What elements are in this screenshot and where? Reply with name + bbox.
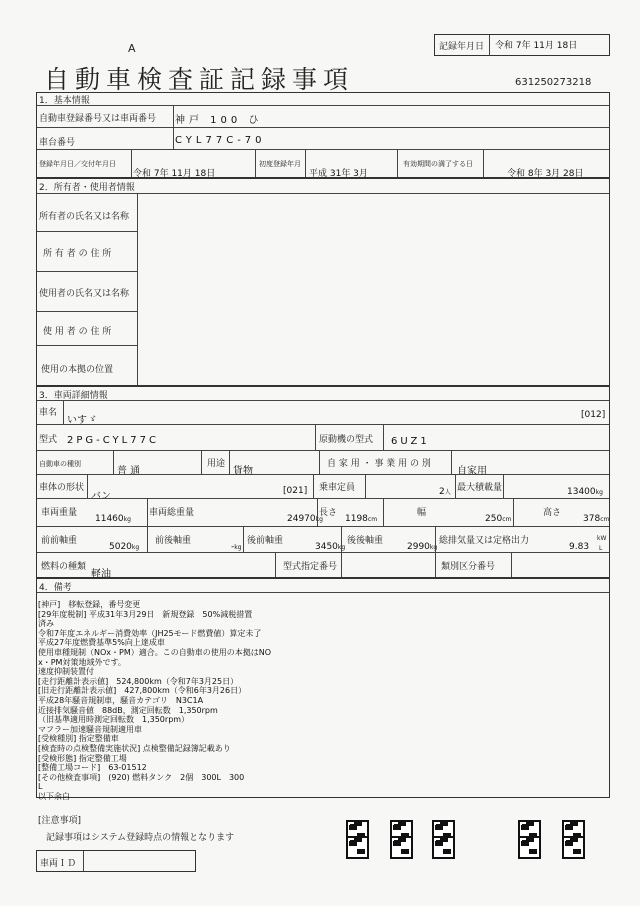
displacement-unit-kw: kW (597, 535, 607, 542)
rear-rear-unit: kg (429, 544, 438, 551)
page-title: 自動車検査証記録事項 (44, 65, 355, 94)
front-rear-value (231, 542, 242, 552)
weight-value (95, 514, 131, 524)
displacement-unit-l: L (599, 545, 603, 552)
owner-address-label: 所 有 者 の 住 所 (43, 249, 112, 259)
rear-rear-value (407, 542, 437, 552)
weight-number: 11460 (95, 514, 124, 524)
capacity-unit: 人 (444, 489, 451, 496)
reg-no-value: 神戸 100 ひ (175, 115, 263, 126)
kind-value: 普 通 (117, 466, 141, 477)
make-label: 車名 (39, 408, 58, 418)
qr-code (390, 836, 413, 859)
engine-label: 原動機の型式 (319, 435, 374, 445)
gross-unit: kg (315, 516, 323, 523)
remarks-line: [検査時の点検整備実施状況] 点検整備記録簿記載あり (38, 743, 231, 753)
rear-front-label: 後前軸重 (247, 536, 284, 546)
remarks-line: 以下余白 (38, 791, 70, 801)
vehicle-id-box (36, 850, 196, 872)
notice-text: 記録事項はシステム登録時点の情報となります (46, 833, 235, 843)
class-no-label: 類別区分番号 (441, 562, 496, 572)
body-code: [021] (283, 486, 308, 496)
height-value (583, 514, 609, 524)
remarks-line: 平成27年度燃費基準5%向上達成車 (38, 638, 165, 648)
make-value: いすゞ (67, 415, 97, 426)
engine-value: 6UZ1 (391, 436, 430, 447)
basic-info-section (36, 92, 610, 178)
chassis-label: 車台番号 (39, 138, 76, 148)
remarks-line: マフラー加速騒音規制適用車 (38, 724, 142, 734)
qr-code (562, 836, 585, 859)
qr-code (346, 836, 369, 859)
notice-heading: [注意事項] (38, 816, 82, 826)
height-unit: cm (600, 516, 610, 523)
length-unit: cm (367, 516, 378, 523)
section-heading-owner: 2．所有者・使用者情報 (39, 183, 135, 193)
load-number: 13400 (567, 487, 596, 497)
front-rear-unit: kg (234, 544, 242, 551)
kind-label: 自動車の種別 (39, 460, 81, 468)
displacement-label: 総排気量又は定格出力 (439, 536, 530, 546)
front-front-unit: kg (131, 544, 140, 551)
expiry-label: 有効期間の満了する日 (403, 160, 473, 168)
width-value (485, 514, 511, 524)
remarks-line: [受検形態] 指定整備工場 (38, 753, 127, 763)
make-code: [012] (581, 410, 606, 420)
fuel-label: 燃料の種類 (41, 562, 87, 572)
remarks-line: [その他検査事項] (920) 燃料タンク 2個 300L 300 (38, 772, 245, 782)
issue-date-label: 登録年月日／交付年月日 (39, 160, 116, 168)
record-date-box (434, 34, 610, 56)
use-label: 用途 (207, 459, 226, 469)
remarks-line: 平成28年騒音規制車，騒音カテゴリ N3C1A (38, 695, 204, 705)
front-front-number: 5020 (109, 542, 132, 552)
fuel-value: 軽油 (91, 569, 111, 580)
remarks-line: [整備工場コード] 63-01512 (38, 763, 147, 773)
corner-marker: A (128, 42, 136, 55)
remarks-line: [旧走行距離計表示値] 427,800km（令和6年3月26日） (38, 686, 247, 696)
private-label: 自 家 用 ・ 事 業 用 の 別 (327, 459, 431, 469)
qr-code (432, 836, 455, 859)
front-front-value (109, 542, 139, 552)
front-rear-number: - (231, 542, 235, 552)
remarks-line: [走行距離計表示値] 524,800km（令和7年3月25日） (38, 676, 239, 686)
remarks-line: 令和7年度エネルギー消費効率（JH25モード燃費値）算定未了 (38, 628, 262, 638)
width-number: 250 (485, 514, 503, 524)
length-label: 長さ (319, 508, 338, 518)
width-label: 幅 (417, 508, 427, 518)
body-label: 車体の形状 (39, 483, 85, 493)
length-value (345, 514, 377, 524)
qr-code (518, 836, 541, 859)
load-value (567, 487, 603, 497)
owner-name-label: 所有者の氏名又は名称 (39, 212, 130, 222)
remarks-line: 近接排気騒音値 88dB，測定回転数 1,350rpm (38, 705, 218, 715)
front-front-label: 前前軸重 (41, 536, 78, 546)
reg-no-label: 自動車登録番号又は車両番号 (39, 114, 157, 124)
model-label: 型式 (39, 435, 58, 445)
load-unit: kg (595, 489, 603, 496)
length-number: 1198 (345, 514, 368, 524)
rear-front-number: 3450 (315, 542, 338, 552)
remarks-text (38, 600, 271, 801)
gross-label: 車両総重量 (149, 508, 195, 518)
issue-date-value: 令和 7年 11月 18日 (133, 169, 216, 179)
remarks-line: [29年度税制] 平成31年3月29日 新規登録 50%減税措置 (38, 609, 253, 619)
chassis-value: CYL77C-70 (175, 135, 266, 146)
height-number: 378 (583, 514, 601, 524)
weight-label: 車両重量 (41, 508, 78, 518)
remarks-line: [受検種別] 指定整備車 (38, 734, 119, 744)
section-heading-vehicle: 3．車両詳細情報 (39, 391, 108, 401)
remarks-line: L (38, 782, 43, 792)
capacity-label: 乗車定員 (319, 483, 356, 493)
remarks-line: x・PM対策地域外です。 (38, 657, 126, 667)
user-address-label: 使 用 者 の 住 所 (43, 327, 112, 337)
expiry-value: 令和 8年 3月 28日 (507, 169, 584, 179)
document-number: 631250273218 (515, 77, 592, 88)
remarks-line: 済み (38, 619, 54, 629)
rear-rear-number: 2990 (407, 542, 430, 552)
capacity-number: 2 (439, 487, 445, 497)
displacement-value: 9.83 (569, 542, 590, 552)
remarks-line: 速度抑制装置付 (38, 667, 94, 677)
base-location-label: 使用の本拠の位置 (41, 365, 114, 375)
use-value: 貨物 (233, 466, 253, 477)
rear-rear-label: 後後軸重 (347, 536, 384, 546)
vehicle-detail-section (36, 386, 610, 578)
record-date-label: 記録年月日 (439, 42, 485, 52)
remarks-line: [神戸] 移転登録，番号変更 (38, 600, 141, 609)
remarks-line: 使用車種規制（NOx・PM）適合。この自動車の使用の本拠はNO (38, 647, 272, 657)
owner-user-section (36, 178, 610, 386)
type-no-label: 型式指定番号 (283, 562, 338, 572)
remarks-line: （旧基準適用時測定回転数 1,350rpm） (38, 715, 190, 725)
model-value: 2PG-CYL77C (67, 435, 159, 446)
capacity-value (439, 487, 451, 497)
first-reg-label: 初度登録年月 (259, 160, 301, 168)
weight-unit: kg (123, 516, 131, 523)
record-date-value: 令和 7年 11月 18日 (495, 41, 578, 51)
vehicle-id-label: 車両ＩＤ (40, 859, 77, 869)
body-value: バン (91, 491, 111, 502)
rear-front-unit: kg (337, 544, 346, 551)
section-heading-remarks: 4．備考 (39, 583, 72, 593)
user-name-label: 使用者の氏名又は名称 (39, 289, 130, 299)
front-rear-label: 前後軸重 (155, 536, 192, 546)
first-reg-value: 平成 31年 3月 (309, 169, 368, 179)
gross-number: 24970 (287, 514, 316, 524)
private-value: 自家用 (457, 466, 487, 477)
width-unit: cm (502, 516, 512, 523)
load-label: 最大積載量 (457, 483, 503, 493)
height-label: 高さ (543, 508, 562, 518)
section-heading-basic: 1．基本情報 (39, 96, 90, 106)
